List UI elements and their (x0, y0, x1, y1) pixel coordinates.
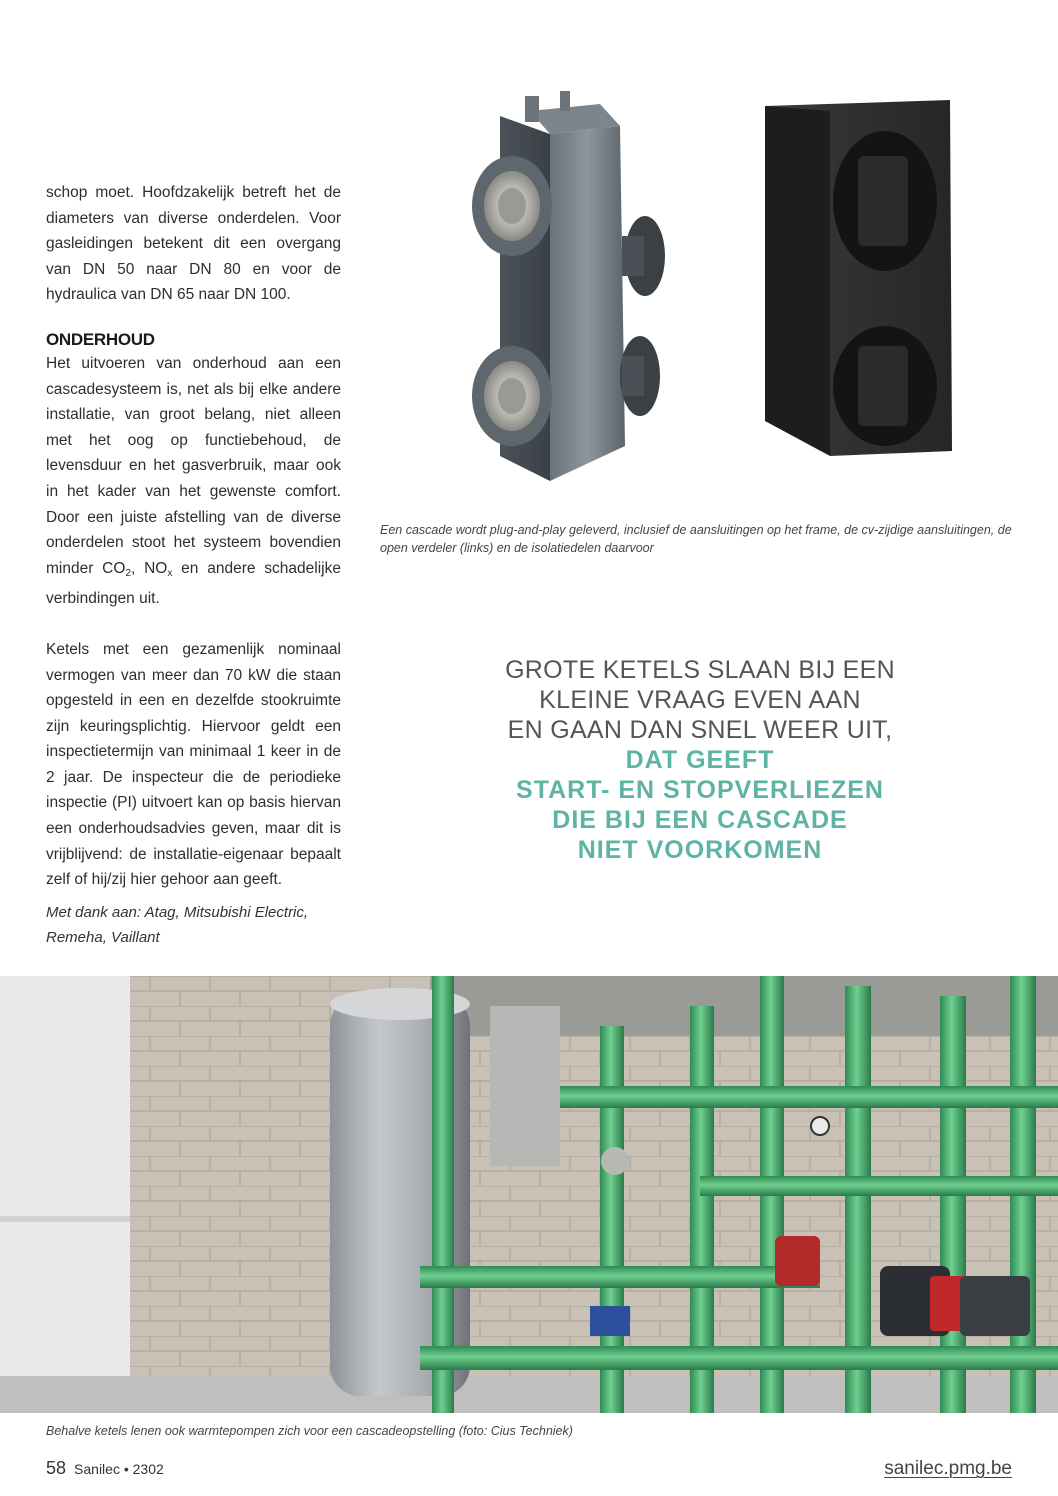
magazine-issue: Sanilec • 2302 (74, 1461, 164, 1477)
product-photo-caption: Een cascade wordt plug-and-play geleverd, inclusief de aansluitingen op het frame, de cv-zijdige aansluitingen, de open verdeler (links) en de isolatiedelen daarvoor (380, 523, 1012, 555)
quote-line-6: DIE BIJ EEN CASCADE (552, 806, 848, 834)
pull-quote (480, 655, 920, 865)
article-column (46, 180, 341, 893)
co2-subscript: 2 (125, 567, 131, 579)
cascade-product-illustration (360, 86, 1000, 516)
boiler-room-illustration (0, 976, 1058, 1413)
quote-line-5: START- EN STOPVERLIEZEN (516, 776, 884, 804)
cascade-product-photo (360, 86, 1000, 516)
maintenance-paragraph (46, 351, 341, 612)
quote-line-7: NIET VOORKOMEN (577, 836, 823, 864)
maintenance-text-end: en andere schadelijke verbindingen uit. (46, 559, 341, 608)
intro-paragraph: schop moet. Hoofdzakelijk betreft het de diameters van diverse onderdelen. Voor gasleidingen betekent dit een overgang van DN 50 naar DN 80 en voor de hydraulica van DN 65 naar DN 100. (46, 184, 341, 304)
maintenance-text-mid: , NO (131, 559, 168, 577)
maintenance-text-start: Het uitvoeren van onderhoud aan een cascadesysteem is, net als bij elke andere installatie, van groot belang, niet alleen met het oog op functiebehoud, de levensduur en het gasverbruik, maar ook in het kader van het gewenste comfort. Door een juiste afstelling van de diverse onderdelen stoot het systeem bovendien minder CO (46, 354, 341, 577)
page-number: 58 (46, 1458, 67, 1478)
section-heading: ONDERHOUD (46, 329, 155, 349)
boiler-room-photo (0, 976, 1058, 1413)
page-footer (46, 1458, 164, 1479)
website-link[interactable]: sanilec.pmg.be (884, 1458, 1012, 1479)
quote-line-1: GROTE KETELS SLAAN BIJ EEN (505, 656, 895, 684)
quote-line-4: DAT GEEFT (625, 746, 775, 774)
quote-line-3: EN GAAN DAN SNEL WEER UIT, (507, 716, 893, 744)
nox-subscript: x (167, 567, 173, 579)
quote-line-2: KLEINE VRAAG EVEN AAN (539, 686, 861, 714)
inspection-paragraph: Ketels met een gezamenlijk nominaal vermogen van meer dan 70 kW die staan opgesteld in een en dezelfde stookruimte zijn keuringsplichtig. Hiervoor geldt een inspectietermijn van minimaal 1 keer in de 2 jaar. De inspecteur die de periodieke inspectie (PI) uitvoert kan op basis hiervan een onderhoudsadvies geven, maar dit is vrijblijvend: de installatie-eigenaar bepaalt zelf of hij/zij hier gehoor aan geeft. (46, 640, 341, 889)
boiler-photo-caption: Behalve ketels lenen ook warmtepompen zich voor een cascadeopstelling (foto: Cius Techniek) (46, 1424, 573, 1438)
acknowledgement: Met dank aan: Atag, Mitsubishi Electric, Remeha, Vaillant (46, 904, 309, 946)
